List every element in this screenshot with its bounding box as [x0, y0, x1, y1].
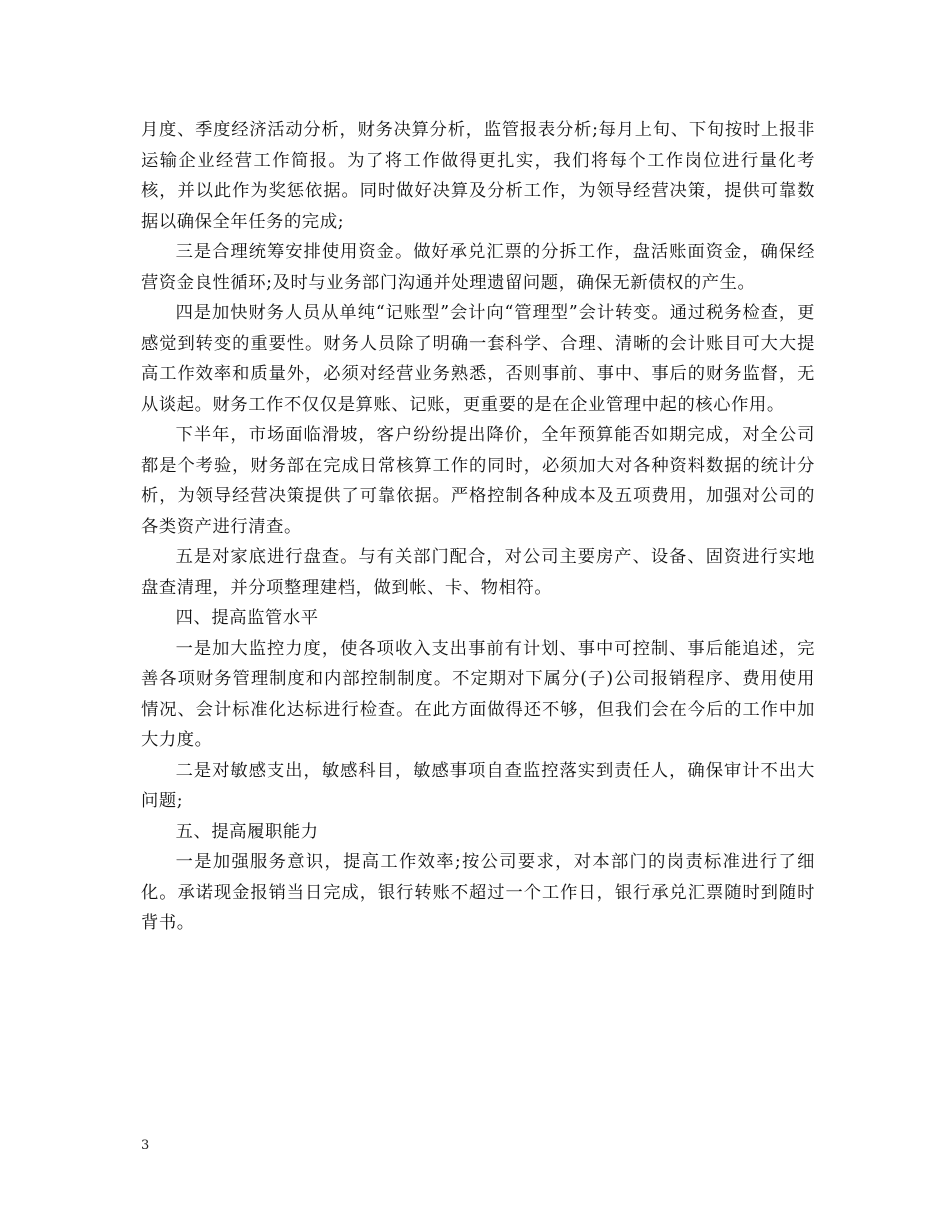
section-heading-supervision: 四、提高监管水平 — [175, 608, 319, 628]
paragraph-fund-management: 三是合理统筹安排使用资金。做好承兑汇票的分拆工作，盘活账面资金，确保经营资金良性循环;及时与业务部门沟通并处理遗留问题，确保无新债权的产生。 — [141, 242, 815, 293]
paragraph-monitoring: 一是加大监控力度，使各项收入支出事前有计划、事中可控制、事后能追述，完善各项财务管理制度和内部控制制度。不定期对下属分(子)公司报销程序、费用使用情况、会计标准化达标进行检查。在此方面做得还不够，但我们会在今后的工作中加大力度。 — [141, 638, 815, 750]
section-heading-duty-performance: 五、提高履职能力 — [175, 821, 319, 842]
page-number: 3 — [141, 1138, 150, 1153]
document-body — [141, 115, 815, 939]
paragraph-second-half-year: 下半年，市场面临滑坡，客户纷纷提出降价，全年预算能否如期完成，对全公司都是个考验，财务部在完成日常核算工作的同时，必须加大对各种资料数据的统计分析，为领导经营决策提供了可靠依据。严格控制各种成本及五项费用，加强对公司的各类资产进行清查。 — [141, 425, 815, 537]
paragraph-asset-inventory: 五是对家底进行盘查。与有关部门配合，对公司主要房产、设备、固资进行实地盘查清理，并分项整理建档，做到帐、卡、物相符。 — [141, 547, 815, 598]
paragraph-service-awareness: 一是加强服务意识，提高工作效率;按公司要求，对本部门的岗责标准进行了细化。承诺现金报销当日完成，银行转账不超过一个工作日，银行承兑汇票随时到随时背书。 — [141, 852, 815, 933]
paragraph-accountant-transformation: 四是加快财务人员从单纯“记账型”会计向“管理型”会计转变。通过税务检查，更感觉到转变的重要性。财务人员除了明确一套科学、合理、清晰的会计账目可大大提高工作效率和质量外，必须对经营业务熟悉，否则事前、事中、事后的财务监督，无从谈起。财务工作不仅仅是算账、记账，更重要的是在企业管理中起的核心作用。 — [141, 303, 815, 415]
paragraph-continuation: 月度、季度经济活动分析，财务决算分析，监管报表分析;每月上旬、下旬按时上报非运输企业经营工作简报。为了将工作做得更扎实，我们将每个工作岗位进行量化考核，并以此作为奖惩依据。同时做好决算及分析工作，为领导经营决策，提供可靠数据以确保全年任务的完成; — [141, 120, 815, 232]
paragraph-sensitive-items: 二是对敏感支出，敏感科目，敏感事项自查监控落实到责任人，确保审计不出大问题; — [141, 760, 815, 811]
